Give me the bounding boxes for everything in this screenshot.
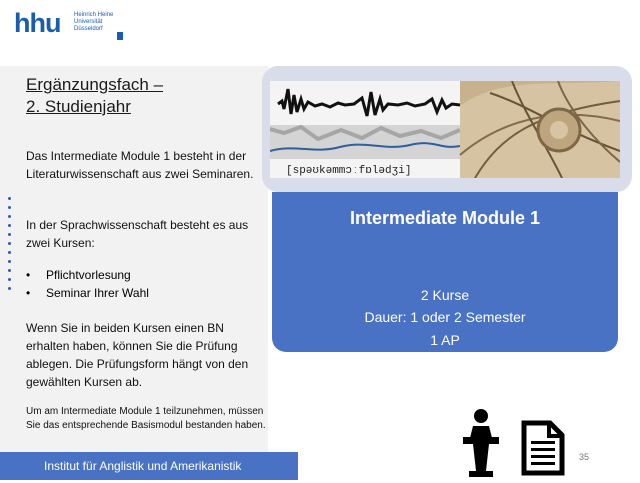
lectern-icon-svg bbox=[461, 408, 501, 478]
slide-title bbox=[26, 74, 163, 118]
module-info-box bbox=[272, 192, 618, 352]
spectrogram-book-image bbox=[270, 81, 620, 178]
page-number: 35 bbox=[579, 452, 590, 462]
paragraph-prerequisite: Um am Intermediate Module 1 teilzunehmen, müssen Sie das entsprechende Basismodul bestanden haben. bbox=[26, 406, 266, 431]
module-credit: 1 AP bbox=[430, 332, 460, 348]
footer-bar bbox=[0, 452, 298, 480]
lectern-speaker-icon bbox=[461, 408, 501, 478]
logo-line-3: Düsseldorf bbox=[74, 26, 103, 32]
logo-line-2: Universität bbox=[74, 19, 103, 25]
decorative-dot-column bbox=[6, 197, 14, 296]
spectrogram-illustration bbox=[270, 81, 620, 178]
logo-corner-shape bbox=[117, 32, 123, 40]
module-duration: Dauer: 1 oder 2 Semester bbox=[364, 309, 526, 325]
paragraph-linguistics: In der Sprachwissenschaft besteht es aus zwei Kursen: bbox=[26, 218, 249, 250]
course-bullet-list bbox=[26, 266, 149, 302]
document-icon-svg bbox=[520, 420, 566, 476]
slide-title-line-2: 2. Studienjahr bbox=[26, 97, 131, 116]
document-icon bbox=[520, 420, 566, 476]
bullet-item: • Pflichtvorlesung bbox=[26, 266, 149, 284]
paragraph-exam: Wenn Sie in beiden Kursen einen BN erhalten haben, können Sie die Prüfung ablegen. Die Prüfungsform hängt von den gewählten Kursen ab. bbox=[26, 321, 249, 389]
logo-text bbox=[74, 12, 124, 33]
paragraph-literature: Das Intermediate Module 1 besteht in der Literaturwissenschaft aus zwei Seminaren. bbox=[26, 149, 254, 181]
left-content-panel bbox=[0, 66, 268, 452]
bullet-item: • Seminar Ihrer Wahl bbox=[26, 284, 149, 302]
ipa-transcription: [spəʊkəmmɔːfɒlədʒi] bbox=[286, 165, 412, 177]
module-title: Intermediate Module 1 bbox=[349, 208, 541, 228]
slide-title-line-1: Ergänzungsfach – bbox=[26, 75, 164, 94]
hhu-logo bbox=[14, 8, 124, 42]
footer-institute: Institut für Anglistik und Amerikanistik bbox=[44, 459, 242, 473]
module-courses: 2 Kurse bbox=[420, 287, 470, 303]
logo-mark: hhu bbox=[14, 8, 61, 38]
logo-line-1: Heinrich Heine bbox=[74, 12, 114, 18]
